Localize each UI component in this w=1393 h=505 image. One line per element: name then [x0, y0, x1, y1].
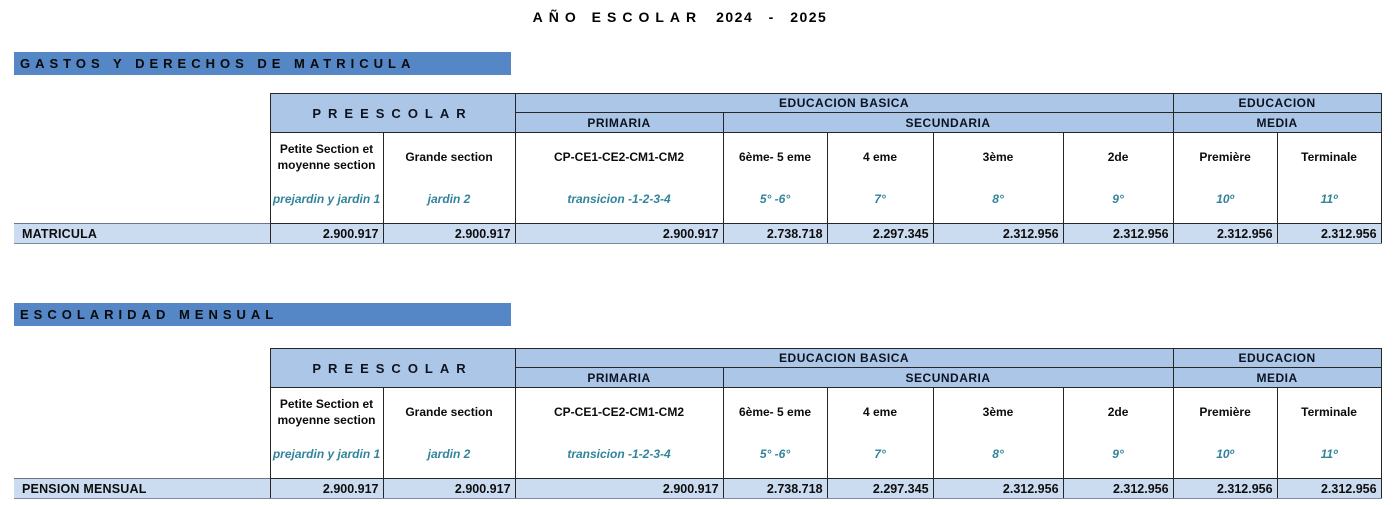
grade-column-3eme — [933, 133, 1063, 224]
grade-label: Petite Section et moyenne section — [277, 142, 376, 172]
grade-label: Terminale — [1301, 405, 1357, 420]
grade-sublabel: 8° — [992, 192, 1004, 206]
fee-value-cell: 2.297.345 — [827, 479, 933, 499]
grade-sublabel: 11º — [1320, 447, 1338, 461]
fee-value-cell: 2.312.956 — [1063, 479, 1173, 499]
grade-column-grande-section — [383, 133, 515, 224]
header-cell-media: MEDIA — [1173, 368, 1381, 388]
fee-value-cell: 2.738.718 — [723, 224, 827, 244]
header-cell-primaria: PRIMARIA — [515, 113, 723, 133]
grade-label: 4 eme — [863, 405, 898, 420]
fee-value-cell: 2.900.917 — [383, 224, 515, 244]
header-cell-educacion: EDUCACION — [1173, 94, 1381, 113]
grade-label: CP-CE1-CE2-CM1-CM2 — [554, 405, 685, 420]
grade-sublabel: 7° — [874, 447, 886, 461]
fee-value-cell: 2.312.956 — [1173, 479, 1277, 499]
grade-sublabel: 11º — [1320, 192, 1338, 206]
grade-sublabel: 9° — [1112, 447, 1124, 461]
grade-label: Grande section — [405, 405, 493, 420]
fee-value-cell: 2.312.956 — [1063, 224, 1173, 244]
grade-sublabel: 10º — [1216, 192, 1234, 206]
spacer-cell — [14, 113, 270, 133]
header-cell-secundaria: SECUNDARIA — [723, 113, 1173, 133]
grade-column-premiere — [1173, 133, 1277, 224]
fee-value-cell: 2.738.718 — [723, 479, 827, 499]
header-cell-educacion: EDUCACION — [1173, 349, 1381, 368]
grade-label: 4 eme — [863, 150, 898, 165]
grade-column-2de — [1063, 133, 1173, 224]
fee-value-cell: 2.312.956 — [1277, 224, 1381, 244]
row-label-pension-mensual: PENSION MENSUAL — [14, 479, 270, 499]
spacer-cell — [14, 368, 270, 388]
grade-column-cp-cm2 — [515, 133, 723, 224]
fee-value-cell: 2.312.956 — [1277, 479, 1381, 499]
grade-sublabel: 7° — [874, 192, 886, 206]
grade-label: 6ème- 5 eme — [738, 150, 812, 165]
fee-value-cell: 2.900.917 — [270, 479, 383, 499]
header-cell-preescolar: PREESCOLAR — [270, 349, 515, 388]
header-cell-primaria: PRIMARIA — [515, 368, 723, 388]
grade-label: Terminale — [1301, 150, 1357, 165]
section-bar-escolaridad: ESCOLARIDAD MENSUAL — [14, 303, 511, 326]
section-bar-matricula: GASTOS Y DERECHOS DE MATRICULA — [14, 52, 511, 75]
fee-value-cell: 2.312.956 — [1173, 224, 1277, 244]
grade-sublabel: 9° — [1112, 192, 1124, 206]
grade-column-4eme — [827, 133, 933, 224]
fee-value-cell: 2.312.956 — [933, 479, 1063, 499]
grade-sublabel: transicion -1-2-3-4 — [567, 192, 671, 206]
grade-sublabel: jardin 2 — [427, 192, 471, 206]
grade-label: 2de — [1107, 405, 1129, 420]
grade-column-3eme — [933, 388, 1063, 479]
page-title-text: AÑO ESCOLAR — [532, 9, 703, 25]
grade-label: Première — [1199, 150, 1251, 165]
grade-sublabel: 10º — [1216, 447, 1234, 461]
grade-sublabel: jardin 2 — [427, 447, 471, 461]
grade-sublabel: prejardin y jardin 1 — [272, 447, 381, 461]
spacer-cell — [14, 94, 270, 113]
spacer-cell — [14, 133, 270, 224]
pension-table — [14, 348, 1382, 499]
page-title — [0, 9, 1360, 25]
fee-value-cell: 2.900.917 — [515, 224, 723, 244]
header-cell-preescolar: PREESCOLAR — [270, 94, 515, 133]
grade-label: CP-CE1-CE2-CM1-CM2 — [554, 150, 685, 165]
grade-column-terminale — [1277, 388, 1381, 479]
fee-value-cell: 2.297.345 — [827, 224, 933, 244]
grade-label: Grande section — [405, 150, 493, 165]
header-cell-educacion-basica: EDUCACION BASICA — [515, 349, 1173, 368]
spacer-cell — [14, 349, 270, 368]
grade-label: 2de — [1107, 150, 1129, 165]
matricula-table — [14, 93, 1382, 244]
grade-label: 6ème- 5 eme — [738, 405, 812, 420]
fee-value-cell: 2.900.917 — [383, 479, 515, 499]
grade-column-6eme-5eme — [723, 388, 827, 479]
grade-column-terminale — [1277, 133, 1381, 224]
grade-column-grande-section — [383, 388, 515, 479]
grade-sublabel: prejardin y jardin 1 — [272, 192, 381, 206]
grade-column-6eme-5eme — [723, 133, 827, 224]
grade-sublabel: transicion -1-2-3-4 — [567, 447, 671, 461]
row-label-matricula: MATRICULA — [14, 224, 270, 244]
header-cell-media: MEDIA — [1173, 113, 1381, 133]
fee-value-cell: 2.900.917 — [515, 479, 723, 499]
grade-label: 3ème — [982, 150, 1014, 165]
grade-sublabel: 5° -6° — [759, 447, 791, 461]
fee-value-cell: 2.900.917 — [270, 224, 383, 244]
grade-label: Petite Section et moyenne section — [277, 397, 376, 427]
grade-column-petite-section — [270, 388, 383, 479]
grade-label: Première — [1199, 405, 1251, 420]
grade-column-cp-cm2 — [515, 388, 723, 479]
fee-value-cell: 2.312.956 — [933, 224, 1063, 244]
grade-sublabel: 5° -6° — [759, 192, 791, 206]
grade-label: 3ème — [982, 405, 1014, 420]
page-title-years: 2024 - 2025 — [716, 9, 828, 25]
grade-column-petite-section — [270, 133, 383, 224]
header-cell-educacion-basica: EDUCACION BASICA — [515, 94, 1173, 113]
grade-column-4eme — [827, 388, 933, 479]
grade-column-premiere — [1173, 388, 1277, 479]
grade-column-2de — [1063, 388, 1173, 479]
grade-sublabel: 8° — [992, 447, 1004, 461]
header-cell-secundaria: SECUNDARIA — [723, 368, 1173, 388]
spacer-cell — [14, 388, 270, 479]
